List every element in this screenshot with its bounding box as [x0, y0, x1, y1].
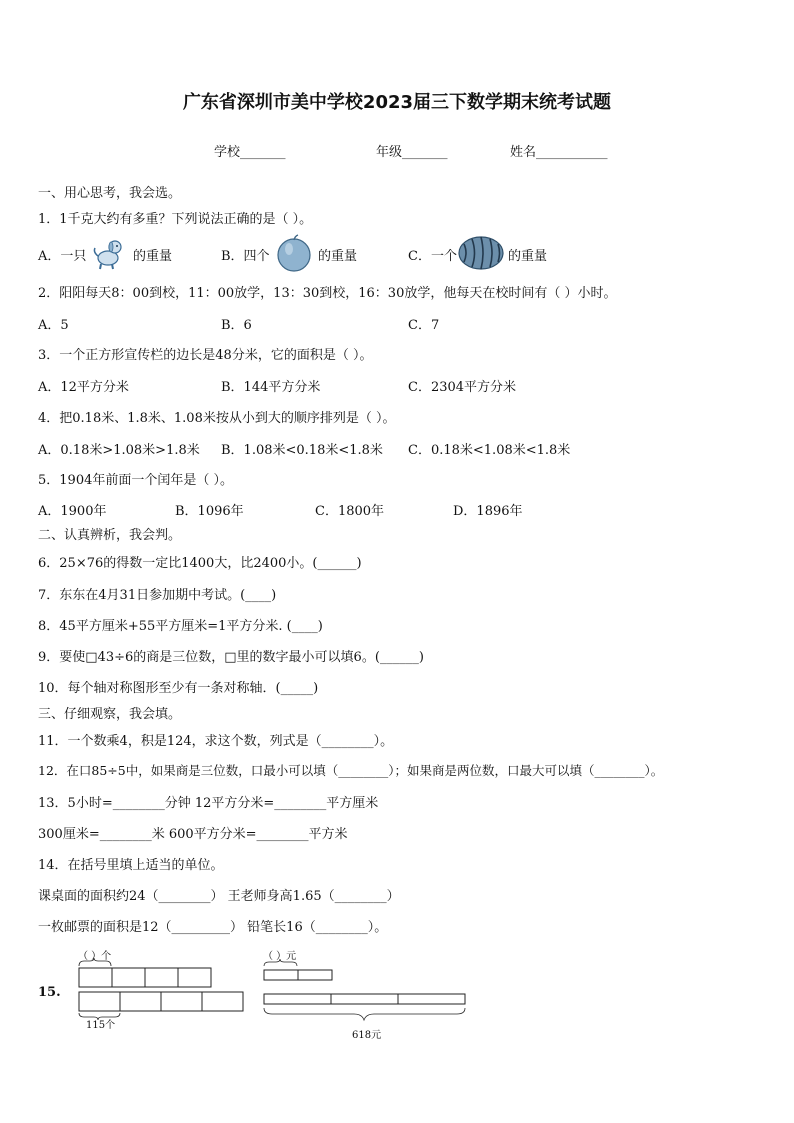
page-title: 广东省深圳市美中学校2023届三下数学期末统考试题 — [182, 92, 612, 113]
q10: 10．每个轴对称图形至少有一条对称轴．(_____) — [38, 681, 319, 696]
q4-option-c[interactable]: C．0.18米<1.08米<1.8米 — [408, 443, 571, 458]
q8: 8．45平方厘米+55平方厘米=1平方分米. (____) — [38, 619, 323, 634]
watermelon-icon — [458, 236, 504, 270]
q5-option-d[interactable]: D．1896年 — [453, 504, 523, 519]
q1-option-b-suffix: 的重量 — [318, 249, 358, 264]
q15-right-bottom-label: 618元 — [352, 1030, 382, 1041]
section-3-heading: 三、仔细观察，我会填。 — [38, 707, 182, 722]
q1-option-c[interactable]: C．一个 — [408, 249, 457, 264]
q5-stem: 5．1904年前面一个闰年是（ ）。 — [38, 473, 233, 488]
q14-line-1: 课桌面的面积约24（________） 王老师身高1.65（________） — [38, 889, 400, 904]
q15-left-top-label: （ ）个 — [78, 951, 112, 962]
apple-icon — [276, 234, 312, 272]
q5-option-c[interactable]: C．1800年 — [315, 504, 385, 519]
q2-option-a[interactable]: A．5 — [38, 318, 69, 333]
q13-line-2: 300厘米=________米 600平方分米=________平方米 — [38, 827, 348, 842]
q15-right-bar-diagram — [262, 958, 468, 1030]
grade-field[interactable]: 年级_______ — [376, 145, 448, 160]
q5-option-b[interactable]: B．1096年 — [175, 504, 244, 519]
q1-option-a[interactable] — [38, 245, 86, 264]
q3-option-a[interactable]: A．12平方分米 — [38, 380, 129, 395]
q2-stem: 2．阳阳每天8：00到校，11：00放学，13：30到校，16：30放学，他每天在校时间有（ ）小时。 — [38, 286, 617, 301]
q14-stem: 14．在括号里填上适当的单位。 — [38, 858, 224, 873]
q11: 11．一个数乘4，积是124，求这个数，列式是（________）。 — [38, 734, 394, 749]
q1-option-a-label: A．一只 — [38, 249, 87, 264]
q14-line-2: 一枚邮票的面积是12（_________） 铅笔长16（________）。 — [38, 920, 388, 935]
q15-left-bottom-label: 115个 — [86, 1020, 116, 1031]
q6: 6．25×76的得数一定比1400大，比2400小。(______) — [38, 556, 362, 571]
name-field[interactable]: 姓名___________ — [510, 145, 608, 160]
dog-icon — [90, 234, 126, 270]
q4-option-b[interactable]: B．1.08米<0.18米<1.8米 — [221, 443, 383, 458]
q13-line-1: 13．5小时=________分钟 12平方分米=________平方厘米 — [38, 796, 379, 811]
q1-option-a-suffix: 的重量 — [133, 249, 173, 264]
q2-option-c[interactable]: C．7 — [408, 318, 440, 333]
school-field[interactable]: 学校_______ — [214, 145, 286, 160]
q3-option-b[interactable]: B．144平方分米 — [221, 380, 321, 395]
q9: 9．要使□43÷6的商是三位数，□里的数字最小可以填6。(______) — [38, 650, 424, 665]
q12: 12．在口85÷5中，如果商是三位数，口最小可以填（________）；如果商是两位数，口最大可以填（________）。 — [38, 763, 664, 778]
q4-stem: 4．把0.18米、1.8米、1.08米按从小到大的顺序排列是（ ）。 — [38, 411, 396, 426]
section-2-heading: 二、认真辨析，我会判。 — [38, 528, 182, 543]
section-1-heading: 一、用心思考，我会选。 — [38, 186, 182, 201]
q1-option-b[interactable]: B．四个 — [221, 249, 270, 264]
q1-stem: 1．1千克大约有多重？下列说法正确的是（ ）。 — [38, 212, 313, 227]
q15-right-top-label: （ ）元 — [263, 951, 297, 962]
q15-number: 15. — [38, 985, 61, 1000]
q5-option-a[interactable]: A．1900年 — [38, 504, 107, 519]
q3-option-c[interactable]: C．2304平方分米 — [408, 380, 517, 395]
q4-option-a[interactable]: A．0.18米>1.08米>1.8米 — [38, 443, 200, 458]
q2-option-b[interactable]: B．6 — [221, 318, 252, 333]
q7: 7．东东在4月31日参加期中考试。(____) — [38, 588, 277, 603]
q3-stem: 3．一个正方形宣传栏的边长是48分米，它的面积是（ ）。 — [38, 348, 373, 363]
q1-option-c-suffix: 的重量 — [508, 249, 548, 264]
